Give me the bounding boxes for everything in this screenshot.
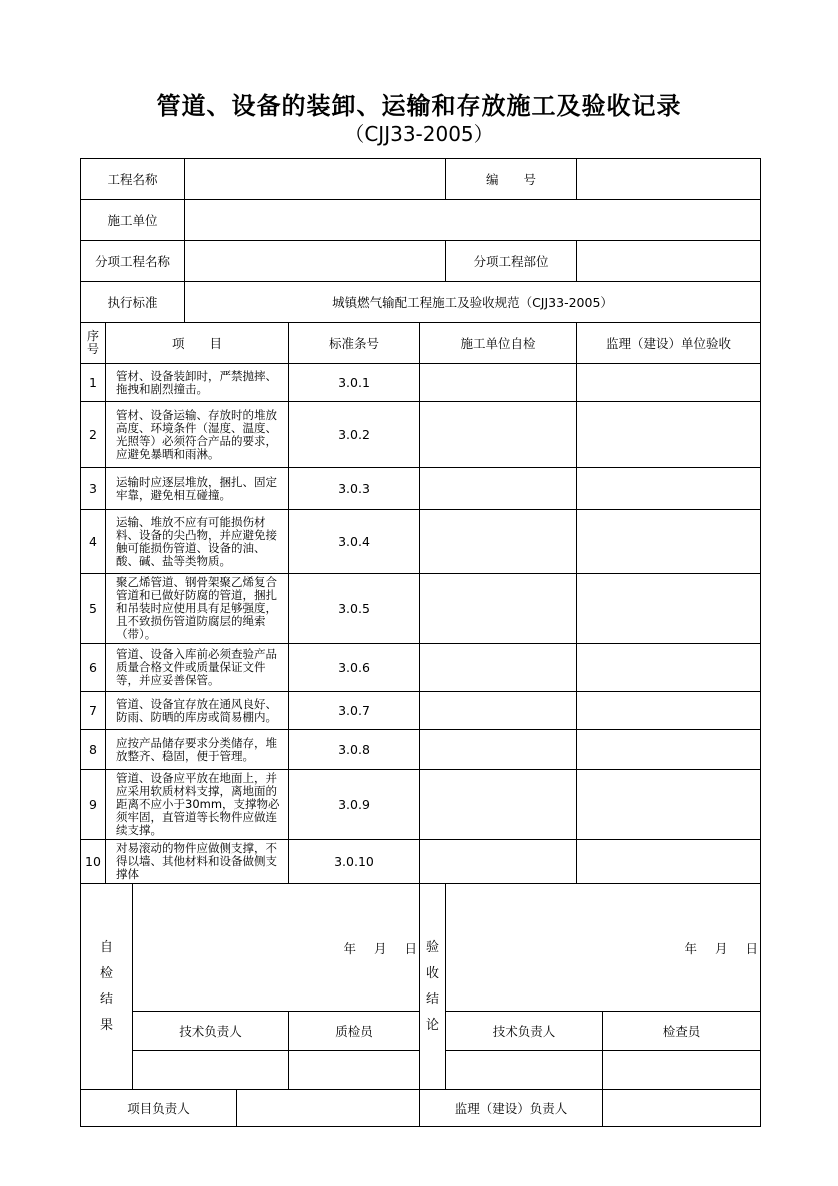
row-self-check[interactable] — [420, 770, 577, 840]
table-row — [81, 468, 761, 510]
row-seq: 7 — [81, 692, 106, 730]
row-supervision[interactable] — [577, 730, 761, 770]
document-title: 管道、设备的装卸、运输和存放施工及验收记录 — [156, 92, 682, 120]
row-seq: 9 — [81, 770, 106, 840]
project-leader-label: 项目负责人 — [81, 1090, 237, 1127]
item-header: 项 目 — [106, 323, 289, 364]
project-leader-signature[interactable] — [237, 1090, 420, 1127]
clause-header: 标准条号 — [289, 323, 420, 364]
table-row — [81, 364, 761, 402]
self-check-result-label: 自 检 结 果 — [81, 884, 133, 1090]
number-field[interactable] — [577, 159, 761, 200]
supervision-leader-signature[interactable] — [603, 1090, 761, 1127]
sub-project-location-field[interactable] — [577, 241, 761, 282]
table-row — [81, 770, 761, 840]
row-self-check[interactable] — [420, 644, 577, 692]
row-clause: 3.0.8 — [289, 730, 420, 770]
sub-project-name-field[interactable] — [185, 241, 446, 282]
supervision-header: 监理（建设）单位验收 — [577, 323, 761, 364]
row-supervision[interactable] — [577, 574, 761, 644]
standard-value: 城镇燃气输配工程施工及验收规范（CJJ33-2005） — [185, 282, 761, 323]
row-supervision[interactable] — [577, 692, 761, 730]
row-self-check[interactable] — [420, 402, 577, 468]
row-self-check[interactable] — [420, 468, 577, 510]
row-supervision[interactable] — [577, 364, 761, 402]
standard-label: 执行标准 — [81, 282, 185, 323]
number-label: 编 号 — [446, 159, 577, 200]
row-supervision[interactable] — [577, 840, 761, 884]
row-self-check[interactable] — [420, 364, 577, 402]
row-clause: 3.0.10 — [289, 840, 420, 884]
table-row — [81, 692, 761, 730]
row-self-check[interactable] — [420, 510, 577, 574]
tech-leader-signature[interactable] — [133, 1051, 289, 1090]
row-seq: 4 — [81, 510, 106, 574]
row-clause: 3.0.3 — [289, 468, 420, 510]
table-row — [81, 510, 761, 574]
seq-header: 序号 — [81, 323, 106, 364]
self-check-date[interactable]: 年 月 日 — [133, 884, 420, 1012]
row-self-check[interactable] — [420, 840, 577, 884]
row-item: 管道、设备应平放在地面上，并应采用软质材料支撑，离地面的距离不应小于30mm，支撑物必须牢固，直管道等长物件应做连续支撑。 — [106, 770, 289, 840]
row-item: 管材、设备装卸时，严禁抛摔、拖拽和剧烈撞击。 — [106, 364, 289, 402]
quality-inspector-label: 质检员 — [289, 1012, 420, 1051]
row-clause: 3.0.9 — [289, 770, 420, 840]
table-row — [81, 840, 761, 884]
row-supervision[interactable] — [577, 770, 761, 840]
sub-project-location-label: 分项工程部位 — [446, 241, 577, 282]
sub-project-name-label: 分项工程名称 — [81, 241, 185, 282]
row-seq: 1 — [81, 364, 106, 402]
supervision-leader-label: 监理（建设）负责人 — [420, 1090, 603, 1127]
row-seq: 10 — [81, 840, 106, 884]
tech-leader-2-signature[interactable] — [446, 1051, 603, 1090]
row-item: 对易滚动的物件应做侧支撑，不得以墙、其他材料和设备做侧支撑体 — [106, 840, 289, 884]
record-table — [80, 158, 761, 1127]
row-self-check[interactable] — [420, 574, 577, 644]
table-row — [81, 730, 761, 770]
row-item: 应按产品储存要求分类储存，堆放整齐、稳固，便于管理。 — [106, 730, 289, 770]
row-item: 运输时应逐层堆放，捆扎、固定牢靠，避免相互碰撞。 — [106, 468, 289, 510]
row-item: 运输、堆放不应有可能损伤材料、设备的尖凸物，并应避免接触可能损伤管道、设备的油、酸、碱、盐等类物质。 — [106, 510, 289, 574]
row-self-check[interactable] — [420, 730, 577, 770]
row-seq: 3 — [81, 468, 106, 510]
row-item: 聚乙烯管道、钢骨架聚乙烯复合管道和已做好防腐的管道，捆扎和吊装时应使用具有足够强度，且不致损伤管道防腐层的绳索（带）。 — [106, 574, 289, 644]
construction-unit-field[interactable] — [185, 200, 761, 241]
self-check-header: 施工单位自检 — [420, 323, 577, 364]
quality-inspector-signature[interactable] — [289, 1051, 420, 1090]
acceptance-date[interactable]: 年 月 日 — [446, 884, 761, 1012]
row-item: 管道、设备宜存放在通风良好、防雨、防晒的库房或简易棚内。 — [106, 692, 289, 730]
row-clause: 3.0.1 — [289, 364, 420, 402]
row-clause: 3.0.2 — [289, 402, 420, 468]
document-subtitle: （CJJ33-2005） — [344, 122, 494, 146]
row-clause: 3.0.5 — [289, 574, 420, 644]
row-item: 管道、设备入库前必须查验产品质量合格文件或质量保证文件等，并应妥善保管。 — [106, 644, 289, 692]
row-clause: 3.0.7 — [289, 692, 420, 730]
row-seq: 2 — [81, 402, 106, 468]
acceptance-conclusion-label: 验 收 结 论 — [420, 884, 446, 1090]
row-supervision[interactable] — [577, 402, 761, 468]
table-row — [81, 574, 761, 644]
tech-leader-label: 技术负责人 — [133, 1012, 289, 1051]
construction-unit-label: 施工单位 — [81, 200, 185, 241]
table-row — [81, 644, 761, 692]
row-supervision[interactable] — [577, 644, 761, 692]
row-self-check[interactable] — [420, 692, 577, 730]
inspector-signature[interactable] — [603, 1051, 761, 1090]
row-seq: 6 — [81, 644, 106, 692]
row-item: 管材、设备运输、存放时的堆放高度、环境条件（湿度、温度、光照等）必须符合产品的要求，应避免暴晒和雨淋。 — [106, 402, 289, 468]
row-clause: 3.0.6 — [289, 644, 420, 692]
inspector-label: 检查员 — [603, 1012, 761, 1051]
row-clause: 3.0.4 — [289, 510, 420, 574]
project-name-field[interactable] — [185, 159, 446, 200]
tech-leader-2-label: 技术负责人 — [446, 1012, 603, 1051]
project-name-label: 工程名称 — [81, 159, 185, 200]
row-supervision[interactable] — [577, 510, 761, 574]
row-supervision[interactable] — [577, 468, 761, 510]
table-row — [81, 402, 761, 468]
row-seq: 8 — [81, 730, 106, 770]
row-seq: 5 — [81, 574, 106, 644]
